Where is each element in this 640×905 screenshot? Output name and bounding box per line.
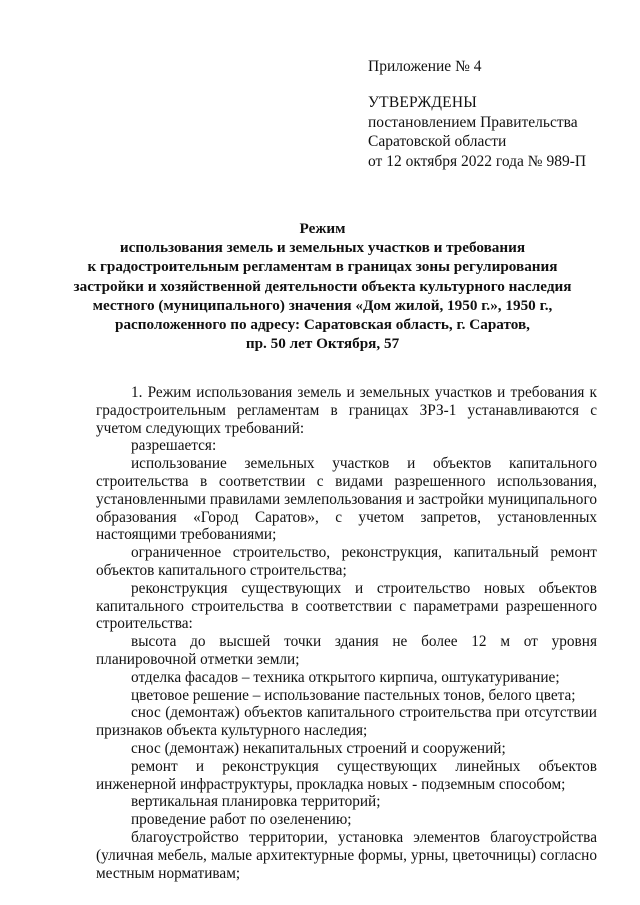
paragraph: благоустройство территории, установка элементов благоустройства (уличная мебель, малые архитектурные формы, урны, цветочницы) согласно местным нормативам;	[96, 828, 597, 882]
paragraph: реконструкция существующих и строительство новых объектов капитального строительства в соответствии с параметрами разрешенного строительства:	[96, 579, 597, 633]
approval-line: Саратовской области	[368, 133, 507, 150]
heading-line: пр. 50 лет Октября, 57	[245, 335, 400, 353]
paragraph: отделка фасадов – техника открытого кирпича, оштукатуривание;	[131, 668, 560, 686]
heading-line: Режим	[299, 220, 346, 237]
appendix-number: Приложение № 4	[368, 58, 482, 75]
document-heading	[60, 219, 585, 353]
approval-line: постановлением Правительства	[368, 113, 578, 131]
paragraph: снос (демонтаж) некапитальных строений и сооружений;	[131, 739, 506, 757]
heading-line: расположенного по адресу: Саратовская область, г. Саратов,	[115, 316, 530, 334]
paragraph: высота до высшей точки здания не более 12 м от уровня планировочной отметки земли;	[96, 633, 597, 668]
heading-line: застройки и хозяйственной деятельности объекта культурного наследия	[73, 277, 572, 295]
paragraph: вертикальная планировка территорий;	[131, 793, 381, 811]
paragraph: снос (демонтаж) объектов капитального строительства при отсутствии признаков объекта культурного наследия;	[96, 704, 597, 740]
approval-block	[368, 93, 618, 171]
approval-title: УТВЕРЖДЕНЫ	[368, 94, 477, 111]
paragraph: использование земельных участков и объектов капитального строительства в соответствии с видами разрешенного использования, установленными правилами землепользования и застройки муниципального образования «Город Саратов», с учетом запретов, установленных настоящими требованиями;	[96, 455, 597, 544]
heading-line: к градостроительным регламентам в границах зоны регулирования	[87, 258, 558, 276]
paragraph: цветовое решение – использование пастельных тонов, белого цвета;	[131, 686, 576, 704]
approval-line: от 12 октября 2022 года № 989-П	[368, 152, 587, 170]
paragraph: ремонт и реконструкция существующих линейных объектов инженерной инфраструктуры, прокладка новых - подземным способом;	[96, 757, 597, 793]
heading-line: местного (муниципального) значения «Дом жилой, 1950 г.», 1950 г.,	[92, 296, 553, 314]
paragraph: разрешается:	[131, 437, 217, 455]
heading-line: использования земель и земельных участков и требования	[119, 239, 526, 257]
document-body	[96, 384, 597, 882]
paragraph: 1. Режим использования земель и земельных участков и требования к градостроительным регламентам в границах ЗРЗ-1 устанавливаются с учетом следующих требований:	[96, 384, 597, 437]
paragraph: ограниченное строительство, реконструкция, капитальный ремонт объектов капитального строительства;	[96, 544, 597, 579]
paragraph: проведение работ по озеленению;	[131, 811, 352, 829]
